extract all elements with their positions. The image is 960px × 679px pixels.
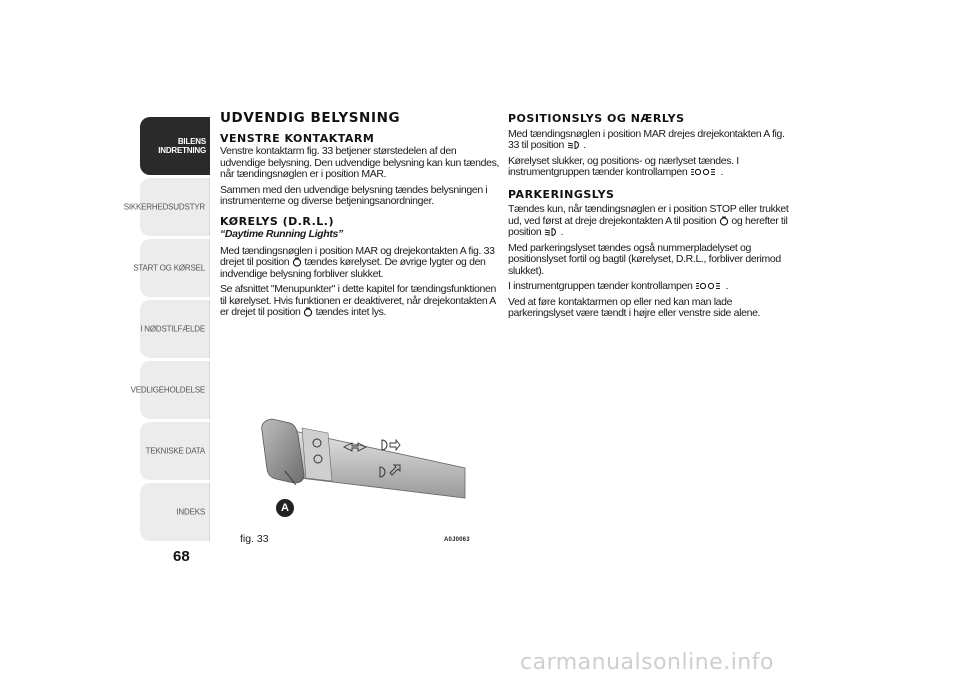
- paragraph: Sammen med den udvendige belysning tændes belysningen i instrumenterne og diverse betjeningsanordninger.: [220, 183, 488, 207]
- drl-position-icon: [292, 257, 302, 267]
- text: og herefter til position: [508, 214, 788, 238]
- drl-position-icon: [303, 307, 313, 317]
- tab-label: BILENS INDRETNING: [158, 137, 206, 155]
- position-light-warning-icon: [690, 167, 718, 177]
- rotary-ring-a: [302, 428, 332, 481]
- left-column: [220, 110, 500, 323]
- heading-venstre-kontaktarm: VENSTRE KONTAKTARM: [220, 131, 375, 145]
- text: Se afsnittet "Menupunkter" i dette kapitel for tændingsfunktionen til kørelyset. Hvis funktionen er deaktiveret, når drejekontakten A er drejet til position: [220, 283, 496, 318]
- text: tændes kørelyset. De øvrige lygter og den indvendige belysning forbliver slukket.: [220, 256, 486, 280]
- paragraph: [508, 156, 793, 179]
- rotary-knob: [262, 419, 304, 483]
- paragraph: [508, 129, 793, 152]
- watermark: carmanualsonline.info: [520, 650, 774, 675]
- tab-label: I NØDSTILFÆLDE: [140, 324, 205, 334]
- heading-positionslys-og-naerlys: POSITIONSLYS OG NÆRLYS: [508, 112, 685, 125]
- tab-bilens-indretning[interactable]: [140, 117, 210, 175]
- paragraph: [220, 284, 500, 319]
- text: I instrumentgruppen tænder kontrollampen: [508, 280, 693, 292]
- text: tændes intet lys.: [315, 306, 387, 318]
- text: .: [720, 166, 724, 178]
- tab-label: START OG KØRSEL: [133, 263, 205, 273]
- text: .: [560, 226, 564, 238]
- callout-a: A: [276, 499, 294, 517]
- text: Tændes kun, når tændingsnøglen er i position STOP eller trukket ud, ved først at dreje drejekontakten A til position: [508, 203, 789, 227]
- low-beam-icon: [567, 140, 581, 150]
- tab-tekniske-data[interactable]: [140, 422, 210, 480]
- tab-sikkerhedsudstyr[interactable]: [123, 178, 210, 236]
- tab-indeks[interactable]: [140, 483, 210, 541]
- figure-light-switch-stalk: [240, 383, 473, 530]
- position-light-warning-icon: [695, 281, 723, 291]
- tab-label: VEDLIGEHOLDELSE: [130, 385, 205, 395]
- tab-i-nodstilfaelde[interactable]: [140, 300, 210, 358]
- high-beam-icon: [382, 440, 387, 450]
- paragraph: Med parkeringslyset tændes også nummerpladelyset og positionslyset fortil og bagtil (kørelyset, D.R.L., forbliver derimod slukket).: [508, 241, 781, 277]
- text: .: [583, 139, 586, 151]
- section-title: UDVENDIG BELYSNING: [220, 110, 401, 126]
- text: .: [725, 280, 729, 292]
- drl-position-icon: [719, 216, 729, 226]
- tab-label: TEKNISKE DATA: [145, 446, 205, 456]
- right-column: [508, 113, 793, 324]
- paragraph: Venstre kontaktarm fig. 33 betjener størstedelen af den udvendige belysning. Den udvendige belysning kan kun tændes, når tændingsnøglen er i position MAR.: [220, 145, 500, 180]
- flash-arrow-icon: [390, 440, 400, 450]
- heading-korelys: KØRELYS (D.R.L.): [220, 214, 334, 228]
- page-number: 68: [173, 548, 190, 565]
- text: Kørelyset slukker, og positions- og nærlyset tændes. I instrumentgruppen tænder kontrollampen: [508, 154, 739, 178]
- paragraph: [220, 246, 500, 281]
- heading-parkeringslys: PARKERINGSLYS: [508, 187, 615, 201]
- tab-vedligeholdelse[interactable]: [130, 361, 210, 419]
- light-stalk-illustration: [240, 383, 473, 530]
- subheading-daytime-running-lights: “Daytime Running Lights”: [220, 228, 343, 240]
- paragraph: [508, 281, 793, 293]
- text: Med tændingsnøglen i position MAR drejes drejekontakten A fig. 33 til position: [508, 127, 785, 151]
- paragraph: Ved at føre kontaktarmen op eller ned kan man lade parkeringslyset være tændt i højre eller venstre side alene.: [508, 295, 761, 319]
- text: Med tændingsnøglen i position MAR og drejekontakten A fig. 33 drejet til position: [220, 244, 495, 268]
- figure-code: A0J0063: [444, 537, 470, 543]
- low-beam-icon: [544, 227, 558, 237]
- tab-label: INDEKS: [176, 507, 205, 517]
- paragraph: [508, 204, 793, 239]
- figure-caption: fig. 33: [240, 533, 269, 545]
- tab-label: SIKKERHEDSUDSTYR: [123, 202, 205, 212]
- tab-start-og-korsel[interactable]: [133, 239, 210, 297]
